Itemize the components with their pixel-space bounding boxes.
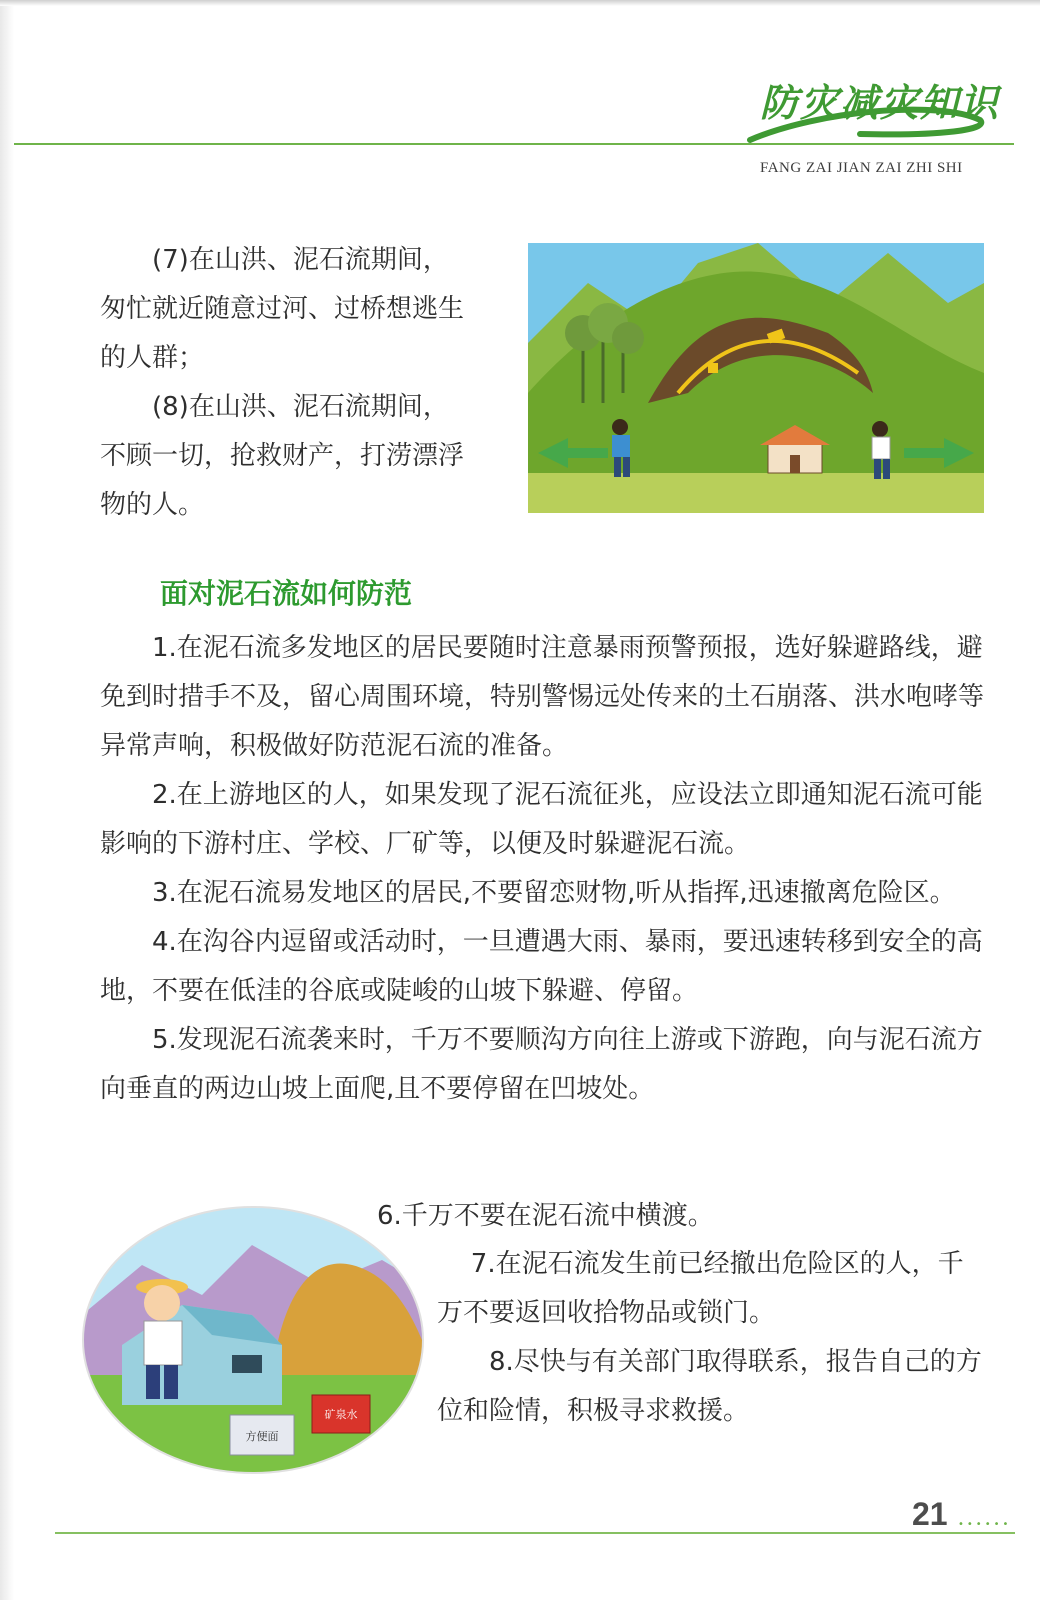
paragraph-8: 8.尽快与有关部门取得联系，报告自己的方位和险情，积极寻求救援。: [437, 1347, 982, 1426]
supply-box-label: 矿泉水: [324, 1408, 358, 1421]
page-edge: [0, 0, 14, 1600]
intro-block: [100, 236, 465, 530]
intro-item-8: (8)在山洪、泥石流期间，不顾一切，抢救财产，打涝漂浮物的人。: [100, 392, 465, 520]
paragraph-2: 2.在上游地区的人，如果发现了泥石流征兆，应设法立即通知泥石流可能影响的下游村庄、学校、厂矿等，以便及时躲避泥石流。: [100, 780, 983, 859]
paragraph-5: 5.发现泥石流袭来时，千万不要顺沟方向往上游或下游跑，向与泥石流方向垂直的两边山坡上面爬,且不要停留在凹坡处。: [100, 1025, 983, 1104]
evacuation-illustration: [82, 1205, 424, 1475]
paragraph-6: 6.千万不要在泥石流中横渡。: [377, 1201, 714, 1231]
footer-divider: [55, 1532, 1015, 1534]
paragraph-1: 1.在泥石流多发地区的居民要随时注意暴雨预警预报，选好躲避路线，避免到时措手不及，留心周围环境，特别警惕远处传来的土石崩落、洪水咆哮等异常声响，积极做好防范泥石流的准备。: [100, 633, 985, 761]
mudslide-illustration: [528, 243, 984, 513]
main-text-block: [100, 624, 985, 1114]
paragraph-3: 3.在泥石流易发地区的居民,不要留恋财物,听从指挥,迅速撤离危险区。: [152, 878, 956, 908]
page-edge-top: [0, 0, 1040, 6]
intro-item-7: (7)在山洪、泥石流期间，匆忙就近随意过河、过桥想逃生的人群；: [100, 245, 465, 373]
paragraph-7: 7.在泥石流发生前已经撤出危险区的人，千万不要返回收拾物品或锁门。: [437, 1249, 964, 1328]
header-title: 防灾减灾知识: [760, 80, 1001, 125]
supply-box-label: 方便面: [245, 1430, 279, 1443]
header-subtitle: FANG ZAI JIAN ZAI ZHI SHI: [760, 160, 963, 176]
section-heading: 面对泥石流如何防范: [160, 577, 413, 610]
paragraph-4: 4.在沟谷内逗留或活动时，一旦遭遇大雨、暴雨，要迅速转移到安全的高地，不要在低洼的谷底或陡峻的山坡下躲避、停留。: [100, 927, 983, 1006]
page-dots: ••••••: [958, 1519, 1012, 1530]
header-divider: [14, 143, 1014, 145]
page-number: 21: [912, 1496, 948, 1532]
